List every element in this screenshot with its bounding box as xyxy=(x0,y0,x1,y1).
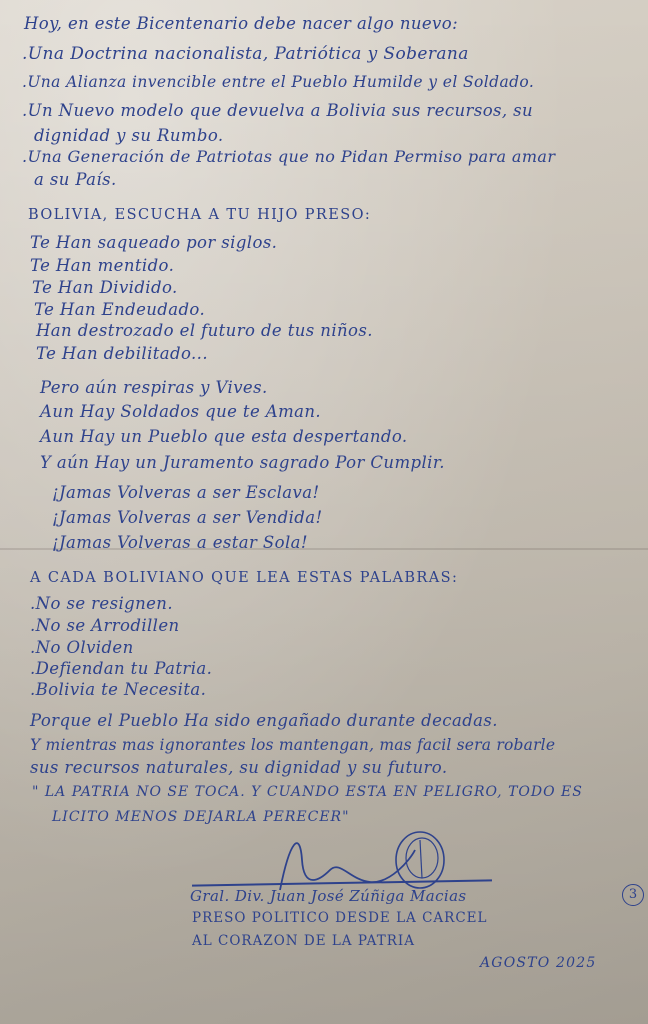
intro-item-3: .Un Nuevo modelo que devuelva a Bolivia sus recursos, su xyxy=(22,101,534,120)
intro-item-4: .Una Generación de Patriotas que no Pidan Permiso para amar xyxy=(22,147,556,166)
intro-item-1: .Una Doctrina nacionalista, Patriótica y Soberana xyxy=(22,44,469,64)
intro-line: Hoy, en este Bicentenario debe nacer algo nuevo: xyxy=(24,14,459,33)
section3-line-5: .Bolivia te Necesita. xyxy=(30,680,207,699)
section3-heading: A CADA BOLIVIANO QUE LEA ESTAS PALABRAS: xyxy=(30,570,459,586)
section3-line-3: .No Olviden xyxy=(30,638,134,657)
closing-line-3: sus recursos naturales, su dignidad y su futuro. xyxy=(30,758,448,777)
section1-heading: BOLIVIA, ESCUCHA A TU HIJO PRESO: xyxy=(28,207,372,223)
section3-line-2: .No se Arrodillen xyxy=(30,616,180,635)
intro-item-2: .Una Alianza invencible entre el Pueblo Humilde y el Soldado. xyxy=(22,73,535,91)
section1-line-3: Te Han Dividido. xyxy=(32,278,178,297)
section3-line-4: .Defiendan tu Patria. xyxy=(30,659,213,678)
section3-line-1: .No se resignen. xyxy=(30,594,173,613)
closing-line-2: Y mientras mas ignorantes los mantengan, mas facil sera robarle xyxy=(30,736,556,754)
exclamation-3: ¡Jamas Volveras a estar Sola! xyxy=(52,533,308,552)
section1-line-6: Te Han debilitado... xyxy=(36,344,208,363)
section2-line-3: Aun Hay un Pueblo que esta despertando. xyxy=(40,427,408,446)
section2-line-1: Pero aún respiras y Vives. xyxy=(40,378,268,397)
section1-line-4: Te Han Endeudado. xyxy=(34,300,206,319)
section2-line-4: Y aún Hay un Juramento sagrado Por Cumplir. xyxy=(40,453,445,472)
section1-line-2: Te Han mentido. xyxy=(30,256,175,275)
signer-subtitle: AL CORAZON DE LA PATRIA xyxy=(192,933,415,949)
intro-item-3-cont: dignidad y su Rumbo. xyxy=(34,126,224,145)
quote-line-2: LICITO MENOS DEJARLA PERECER" xyxy=(52,809,350,825)
section2-line-2: Aun Hay Soldados que te Aman. xyxy=(40,402,322,421)
section1-line-5: Han destrozado el futuro de tus niños. xyxy=(36,321,373,340)
closing-line-1: Porque el Pueblo Ha sido engañado durante decadas. xyxy=(30,711,498,730)
page-number: 3 xyxy=(622,884,644,906)
signer-title: PRESO POLITICO DESDE LA CARCEL xyxy=(192,910,488,926)
section1-line-1: Te Han saqueado por siglos. xyxy=(30,233,278,252)
exclamation-1: ¡Jamas Volveras a ser Esclava! xyxy=(52,483,320,502)
exclamation-2: ¡Jamas Volveras a ser Vendida! xyxy=(52,508,323,527)
signer-name: Gral. Div. Juan José Zúñiga Macias xyxy=(190,887,467,905)
intro-item-4-cont: a su País. xyxy=(34,170,117,189)
quote-line-1: " LA PATRIA NO SE TOCA. Y CUANDO ESTA EN PELIGRO, TODO ES xyxy=(32,784,583,800)
letter-date: AGOSTO 2025 xyxy=(480,955,597,971)
